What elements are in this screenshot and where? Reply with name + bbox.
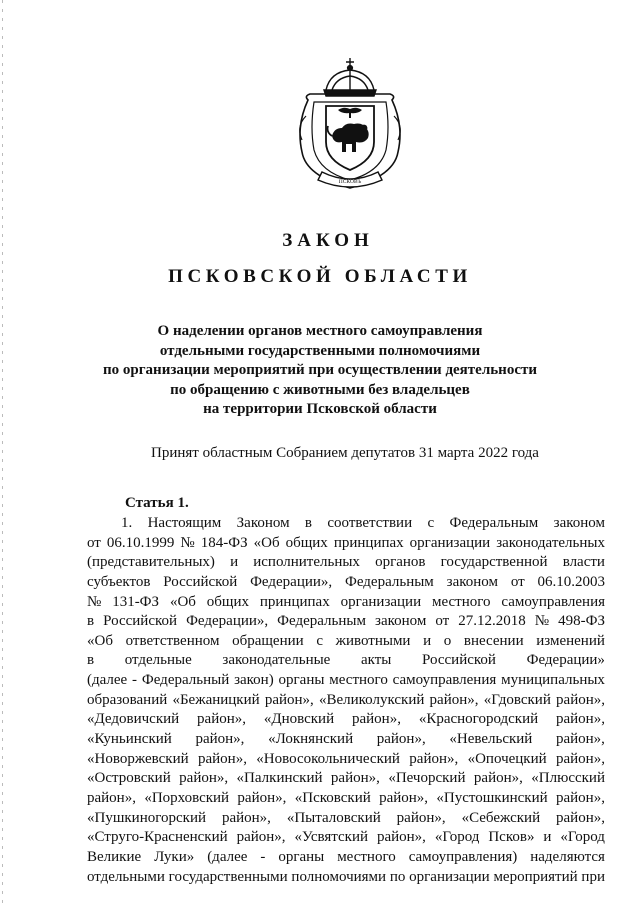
body-word: соответствии (327, 515, 413, 531)
body-word: от (87, 534, 101, 551)
body-word: район», (376, 829, 426, 846)
body-word: район», (264, 691, 314, 708)
body-word: район», (87, 789, 136, 806)
body-line (87, 651, 605, 671)
law-subject-heading (0, 322, 640, 420)
body-word: «Дновский (263, 711, 335, 728)
body-word: «Город (560, 829, 605, 846)
body-word: 06.10.1999 (106, 534, 175, 551)
body-word: и (230, 554, 239, 571)
body-word: «Об (169, 593, 196, 610)
body-word: «Островский (87, 770, 171, 787)
article-body (87, 514, 605, 887)
body-word: организации (409, 534, 491, 551)
body-word: «Гдовский (483, 691, 551, 708)
body-word: № (180, 534, 195, 551)
body-word: район», (236, 829, 286, 846)
body-word: № (87, 593, 102, 610)
body-word: ответственном (125, 632, 220, 649)
body-word: «Пыталовский (286, 809, 381, 826)
body-line (87, 868, 605, 888)
body-word: Российской (103, 613, 178, 630)
body-line (87, 573, 605, 593)
subject-line: О наделении органов местного самоуправления (157, 323, 483, 339)
subject-line: отдельными государственными полномочиями (159, 342, 481, 359)
body-word: местного (431, 593, 491, 610)
body-line (87, 848, 605, 868)
body-word: (далее (207, 848, 248, 865)
body-word: район», (556, 711, 605, 728)
subject-line: на территории Псковской области (203, 401, 437, 417)
body-word: район», (351, 711, 401, 728)
body-line (87, 593, 605, 613)
body-word: Федеральным (449, 515, 539, 531)
body-word: Российской (163, 573, 238, 590)
body-line (87, 769, 605, 789)
emblem-motto-text: ПСКОВЪ (338, 179, 362, 185)
body-word: «Об (87, 632, 113, 649)
body-word: Псков» (488, 829, 535, 846)
body-word: образований (87, 691, 168, 708)
body-word: от (435, 613, 450, 630)
body-word: «Струго-Красненский (87, 829, 228, 846)
body-word: законом (553, 515, 605, 531)
body-word: - (260, 848, 266, 865)
body-word: Настоящим (147, 515, 222, 531)
body-word: Федерации», (250, 573, 333, 590)
body-word: с (427, 515, 435, 531)
body-word: о (443, 632, 452, 649)
body-word: № (534, 613, 550, 630)
body-word: отдельные (124, 652, 192, 669)
body-word: район», (556, 809, 605, 826)
body-word: «Бежаницкий (172, 691, 260, 708)
body-word: 1. (121, 515, 133, 531)
body-word: «Плюсский (531, 770, 605, 787)
body-word: район», (330, 770, 380, 787)
body-word: район», (555, 731, 605, 748)
body-word: законом (446, 573, 498, 590)
body-word: «Печорский (388, 770, 466, 787)
body-word: «Дедовичский (87, 711, 180, 728)
body-word: Федеральный (141, 672, 230, 689)
body-word: 131-ФЗ (112, 593, 160, 610)
adoption-statement: Принят областным Собранием депутатов 31 марта 2022 года (151, 445, 539, 461)
body-word: район», (473, 770, 523, 787)
body-word: «Город (434, 829, 480, 846)
body-word: в (87, 652, 95, 669)
subject-line: по организации мероприятий при осуществлении деятельности (103, 362, 537, 378)
body-word: субъектов (87, 573, 151, 590)
body-word: 498-ФЗ (558, 613, 605, 630)
body-line (87, 632, 605, 652)
body-word: закон) (234, 672, 274, 689)
body-word: и (543, 829, 552, 846)
body-word: и (423, 632, 432, 649)
body-word: район», (376, 731, 426, 748)
body-word: район», (555, 750, 605, 767)
body-word: внесении (463, 632, 524, 649)
body-word: район», (237, 789, 287, 806)
body-line (87, 691, 605, 711)
body-word: Федеральным (277, 613, 366, 630)
body-line (87, 730, 605, 750)
body-word: район», (396, 809, 446, 826)
body-word: Федерации» (526, 652, 605, 669)
body-word: «Новосокольнический (256, 750, 400, 767)
body-line (87, 612, 605, 632)
body-word: район», (221, 809, 271, 826)
body-word: при (581, 868, 605, 885)
body-word: «Пушкиногорский (87, 809, 207, 826)
body-word: животными (335, 632, 411, 649)
body-word: район», (556, 789, 605, 806)
body-word: «Себежский (461, 809, 541, 826)
body-word: Законом (236, 515, 290, 531)
body-word: местного (329, 672, 388, 689)
body-word: 27.12.2018 (458, 613, 526, 630)
body-word: местного (337, 848, 396, 865)
body-word: организации (409, 868, 490, 885)
body-line (87, 828, 605, 848)
document-title: ЗАКОН (282, 230, 374, 251)
body-word: «Порховский (144, 789, 230, 806)
body-word: отдельными (87, 868, 165, 885)
body-word: изменений (536, 632, 605, 649)
article-heading: Статья 1. (125, 495, 189, 511)
body-word: район», (429, 691, 479, 708)
body-word: органы (278, 848, 325, 865)
body-word: организации (340, 593, 422, 610)
body-word: район», (197, 711, 246, 728)
body-word: Российской (422, 652, 496, 669)
body-word: государственной (440, 554, 548, 571)
body-word: с (316, 632, 323, 649)
document-region-title: ПСКОВСКОЙ ОБЛАСТИ (168, 266, 472, 287)
body-word: район», (409, 750, 459, 767)
body-word: «Пустошкинский (436, 789, 548, 806)
body-word: самоуправления (392, 672, 497, 689)
body-word: «Об (253, 534, 280, 551)
body-word: от (510, 573, 525, 590)
body-line (87, 553, 605, 573)
body-word: «Опочецкий (467, 750, 547, 767)
body-line (87, 710, 605, 730)
body-word: самоуправления (501, 593, 605, 610)
pskov-coat-of-arms (286, 56, 414, 194)
body-word: власти (562, 554, 605, 571)
body-word: район», (379, 789, 429, 806)
body-word: мероприятий (493, 868, 578, 885)
body-word: «Псковский (294, 789, 371, 806)
body-word: муниципальных (501, 672, 605, 689)
body-word: «Красногородский (418, 711, 539, 728)
body-word: полномочиями (291, 868, 387, 885)
body-word: законодательных (496, 534, 605, 551)
body-word: Федеральным (344, 573, 434, 590)
body-word: органов (375, 554, 426, 571)
body-word: законодательные (222, 652, 331, 669)
body-line (87, 809, 605, 829)
subject-line: по обращению с животными без владельцев (170, 381, 470, 398)
body-word: по (389, 868, 406, 885)
body-word: Луки» (154, 848, 195, 865)
body-word: «Невельский (449, 731, 533, 748)
body-word: принципах (259, 593, 330, 610)
body-word: в (87, 613, 95, 630)
body-word: район», (195, 731, 245, 748)
body-word: «Палкинский (236, 770, 323, 787)
body-word: в (304, 515, 313, 531)
body-word: район», (179, 770, 229, 787)
body-word: обращении (232, 632, 304, 649)
body-word: общих (285, 534, 328, 551)
body-word: район», (197, 750, 247, 767)
body-word: (далее (87, 672, 128, 689)
body-word: район», (556, 691, 605, 708)
body-word: органы (278, 672, 325, 689)
body-word: «Новоржевский (87, 750, 189, 767)
body-word: исполнительных (253, 554, 360, 571)
body-line (87, 750, 605, 770)
body-word: «Куньинский (87, 731, 172, 748)
body-line (87, 789, 605, 809)
body-word: общих (206, 593, 249, 610)
body-word: «Локнянский (268, 731, 354, 748)
body-word: самоуправления) (408, 848, 518, 865)
body-word: «Усвятский (294, 829, 368, 846)
body-word: принципах (333, 534, 404, 551)
body-word: акты (360, 652, 392, 669)
body-line (87, 671, 605, 691)
body-line (87, 514, 605, 534)
body-word: Федерации», (186, 613, 269, 630)
body-word: (представительных) (87, 554, 215, 571)
body-word: 184-ФЗ (200, 534, 248, 551)
body-word: законом (375, 613, 427, 630)
body-word: «Великолукский (318, 691, 425, 708)
body-word: наделяются (530, 848, 605, 865)
body-word: - (132, 672, 138, 689)
body-word: 06.10.2003 (537, 573, 605, 590)
body-line (87, 534, 605, 554)
body-word: Великие (87, 848, 142, 865)
body-word: государственными (168, 868, 288, 885)
